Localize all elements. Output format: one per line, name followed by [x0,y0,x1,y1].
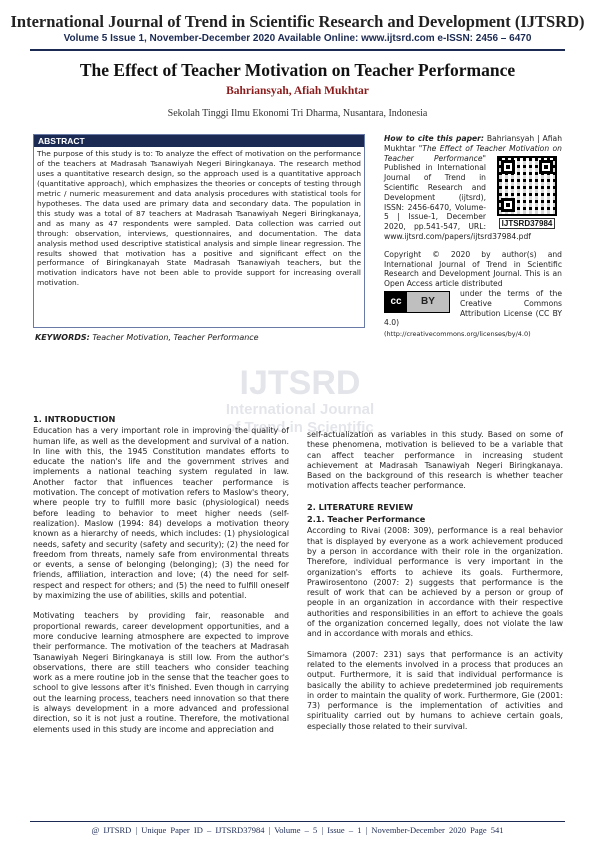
literature-paragraph-2: Simamora (2007: 231) says that performance is an activity related to the elements involved in a process that produces an output. Furthermore, it is said that individual performance is basically the ability to achieve predetermined job requirements in order to maintain the quality of work. Furthermore, Gie (2001: 73) performance is the implementation of activities and spirituality carried out by humans to achieve certain goals, especially those related to their survival. [307,649,563,731]
citation-details: Published in International Journal of Trend in Scientific Research and Development (ijtsrd), ISSN: 2456-6470, Volume-5 | Issue-1, December 2020, pp.541-547, URL: www.ijtsrd.com/papers/ijtsrd37984.pdf [384,163,531,241]
page-footer: @ IJTSRD | Unique Paper ID – IJTSRD37984 | Volume – 5 | Issue – 1 | November-December 2020 Page 541 [91,825,504,835]
qr-block [492,156,562,230]
keywords [35,333,259,342]
section-heading-literature-review: 2. LITERATURE REVIEW [307,501,413,512]
journal-title: International Journal of Trend in Scientific Research and Development (IJTSRD) [10,12,585,31]
volume-line: Volume 5 Issue 1, November-December 2020 Available Online: www.ijtsrd.com e-ISSN: 2456 – 6470 [63,33,532,44]
abstract-box [33,134,365,328]
license-text: under the terms of the Creative Commons Attribution License (CC BY 4.0) [384,288,562,328]
intro-paragraph-3: self-actualization as variables in this study. Based on some of these phenomena, motivation is believed to be a variable that can affect teacher performance in increasing student achievement at Madrasah Tsanawiyah Negeri Biringkanaya. Based on the background of this research is whether teacher motivation affects teacher performance. [307,430,563,491]
intro-paragraph-1: Education has a very important role in improving the quality of human life, as well as the development and survival of a nation. In line with this, the 1945 Constitution mandates efforts to educate the nation's life and the government strives and implements a national teaching system regulated in law. Another factor that influences teacher performance is motivation. The concept of motivation refers to Maslow's theory, where people try to fulfill more basic (physiological) needs before leading to behavior to meet higher needs (self-realization). Maslow (1994: 84) develops a motivation theory known as a hierarchy of needs, which includes: (1) physiological needs, safety and security (safety and security); (2) the need for freedom from threats, namely safe from environmental threats or events, a sense of belonging (belonging); (3) the need for friends, affiliation, interaction and love; (4) the need for self-respect and respect for others; and (5) the need to fulfill oneself by maximizing the use of abilities, skills and potential. [33,426,289,601]
citation-heading: How to cite this paper: [384,134,484,143]
subsection-heading-teacher-performance: 2.1. Teacher Performance [307,514,426,525]
watermark-line1: International Journal [225,401,375,418]
paper-authors: Bahriansyah, Afiah Mukhtar [226,85,369,97]
footer-divider [30,821,565,822]
body-column-right [307,430,563,742]
header-divider [30,49,565,51]
abstract-text: The purpose of this study is to: To analyze the effect of motivation on the performance of the teachers at Madrasah Tsanawiyah Negeri Biringkanaya. The research method uses a quantitative research design, so the approach used is a quantitative approach (quantitative approach), which emphasizes the theories or concepts of testing through metric / numeric measurement and data analysis procedures with statistical tools for hypotheses. The data used are primary data and secondary data. The population in this study was a total of 87 teachers at Madrasah Tsanawiyah Negeri Biringkanaya, and as many as 47 respondents were sampled. Data collection was carried out through: observation, interviews, questionnaires, and documentation. The data analysis method used descriptive statistical analysis and simple linear regression. The results showed that motivation has a positive and significant effect on the performance of Biringkanayah State Madrasah Tsanawiyah teachers, but the motivation indicators have not been able to provide support for increasing overall motivation. [37,149,361,288]
citation-title: "The Effect of Teacher Motivation on Teacher Performance" [384,143,562,163]
intro-paragraph-2: Motivating teachers by providing fair, reasonable and proportional rewards, career development opportunities, and a more conducive learning atmosphere are expected to improve their performance. The motivation of the teachers at Madrasah Tsanawiyah Negeri Biringkanaya is still low. From the author's observations, there are still teachers who consider teaching work as a mere routine job in the sense that the teacher goes to school to give lessons after it's finished. Even though in carrying out the learning process, teachers need innovation so that there is always development in a more advanced and professional direction, so it is not just a routine. Therefore, the motivational elements used in this study are income and appreciation and [33,611,289,734]
citation-sidebar [384,134,562,340]
watermark-line2: of Trend in Scientific [226,419,374,436]
paper-id-badge: IJTSRD37984 [499,218,556,230]
citation-lead: Bahriansyah | Afiah Mukhtar [384,134,563,153]
paper-affiliation: Sekolah Tinggi Ilmu Ekonomi Tri Dharma, Nusantara, Indonesia [167,108,428,119]
cc-license-icon[interactable] [384,291,454,313]
cc-icon: cc [385,291,407,313]
paper-title: The Effect of Teacher Motivation on Teacher Performance [79,60,516,80]
copyright-text: Copyright © 2020 by author(s) and International Journal of Trend in Scientific Research and Development Journal. This is an Open Access article distributed [384,249,562,289]
license-url-link[interactable]: (http://creativecommons.org/licenses/by/4.0) [384,330,531,339]
keywords-label: KEYWORDS: [35,333,90,342]
cc-by-label: BY [421,296,435,308]
abstract-heading: ABSTRACT [34,135,364,147]
copyright-block [384,250,562,340]
watermark-logo-text: IJTSRD [239,364,361,402]
body-column-left [33,414,289,745]
citation-block [384,134,562,242]
section-heading-introduction: 1. INTRODUCTION [33,414,116,424]
keywords-text: Teacher Motivation, Teacher Performance [92,333,259,342]
literature-paragraph-1: According to Rivai (2008: 309), performance is a real behavior that is displayed by everyone as a work achievement produced by a person in accordance with their role in the organization. Therefore, individual performance is very important in the organization's efforts to achieve its goals. Furthermore, Prawirosentono (2007: 2) suggests that performance is the result of work that can be achieved by a person or group of people in an organization in accordance with their respective authorities and responsibilities in an effort to achieve the goals of the organization concerned legally, does not violate the law and in accordance with morals and ethics. [307,526,563,639]
qr-code-icon[interactable] [497,156,557,216]
